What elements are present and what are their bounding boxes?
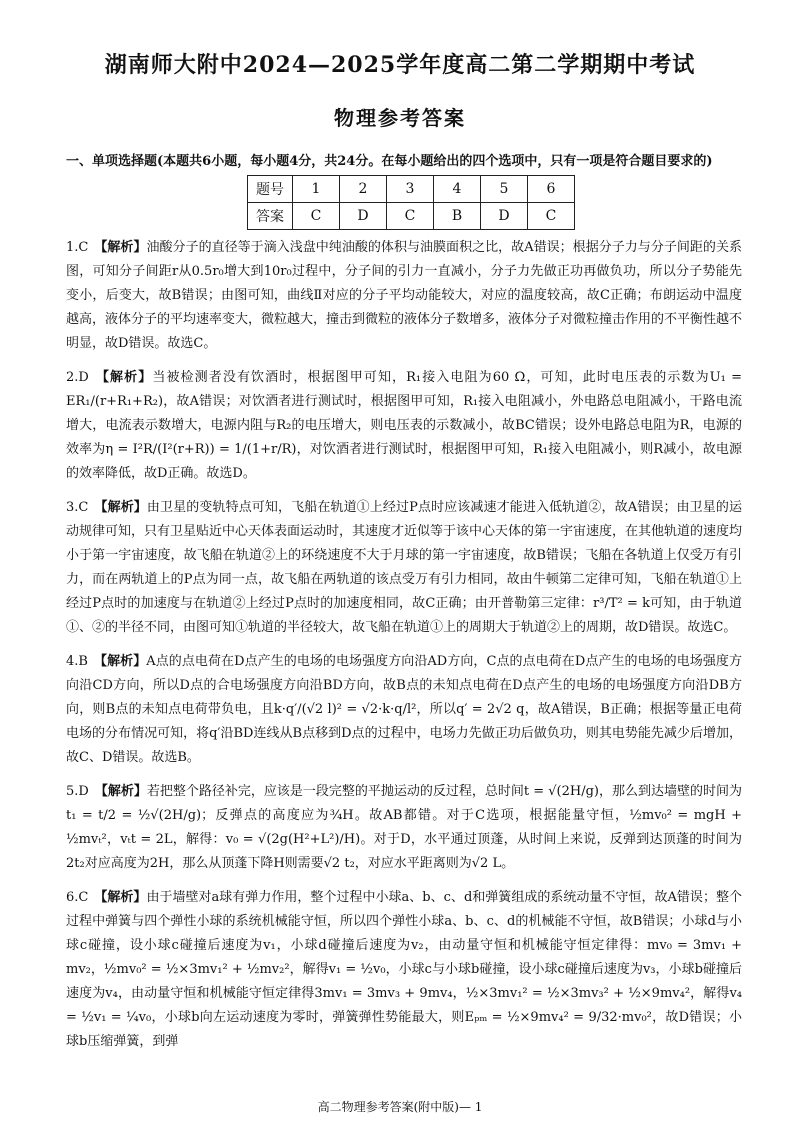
item-answer: C (78, 240, 89, 255)
answer-5: D (481, 203, 528, 230)
item-explanation: 由卫星的变轨特点可知，飞船在轨道①上经过P点时应该减速才能进入低轨道②，故A错误；由卫星的运动规律可知，只有卫星贴近中心天体表面运动时，其速度才近似等于该中心天体的第一宇宙速度，在其他轨道的速度均小于第一宇宙速度，故飞船在轨道②上的环绕速度不大于月球的第一宇宙速度，故B错误；飞船在各轨道上仅受万有引力，而在两轨道上的P点为同一点，故飞船在两轨道的该点受万有引力相同，故由牛顿第二定律可知，飞船在轨道①上经过P点时的加速度与在轨道②上经过P点时的加速度相同，故C正确；由开普勒第三定律：r³/T² = k可知，由于轨道①、②的半径不同，由图可知①轨道的半径较大，故飞船在轨道①上的周期大于轨道②上的周期，故D错误。故选C。 (66, 500, 743, 635)
item-number: 2. (66, 370, 79, 385)
section-heading: 一、单项选择题(本题共6小题，每小题4分，共24分。在每小题给出的四个选项中，只有一项是符合题目要求的) (66, 154, 713, 169)
answer-table-answer-row (248, 203, 575, 230)
item-answer: D (78, 784, 89, 799)
page-footer: 高二物理参考答案(附中版)— 1 (317, 1100, 483, 1114)
question-number-5: 5 (481, 176, 528, 203)
item-number: 6. (66, 890, 79, 905)
item-answer: D (78, 370, 89, 385)
solution-item-6 (66, 886, 742, 1054)
solution-item-3 (66, 496, 742, 640)
table-row-label-number: 题号 (248, 176, 293, 203)
question-number-1: 1 (293, 176, 340, 203)
page-title: 湖南师大附中2024—2025学年度高二第二学期期中考试 (104, 52, 696, 78)
item-explanation: 若把整个路径补完，应该是一段完整的平抛运动的反过程，总时间t = √(2H/g)，那么到达墙壁的时间为t₁ = t/2 = ½√(2H/g)；反弹点的高度应为¾H。故AB都错。对于C选项，根据能量守恒，½mv₀² = mgH + ½mvₜ²，vₜt = 2L，解得：v₀ = √(2g(H²+L²)/H)。对于D，水平通过顶蓬，从时间上来说，反弹到达顶蓬的时间为2t₂对应高度为2H，那么从顶蓬下降H则需要√2 t₂，对应水平距离则为√2 L。 (66, 784, 742, 871)
question-number-4: 4 (434, 176, 481, 203)
item-number: 4. (66, 654, 79, 669)
answer-table (247, 175, 575, 230)
solution-list (66, 236, 742, 1064)
page-subtitle: 物理参考答案 (334, 106, 466, 130)
item-answer: B (78, 654, 88, 669)
item-analysis-tag: 【解析】 (94, 500, 147, 515)
solution-item-5 (66, 780, 742, 876)
item-analysis-tag: 【解析】 (93, 654, 147, 669)
item-number: 5. (66, 784, 79, 799)
question-number-2: 2 (340, 176, 387, 203)
solution-item-2 (66, 366, 742, 486)
item-answer: C (78, 500, 89, 515)
table-row-label-answer: 答案 (248, 203, 293, 230)
solution-item-1 (66, 236, 742, 356)
question-number-3: 3 (387, 176, 434, 203)
item-number: 1. (66, 240, 79, 255)
item-analysis-tag: 【解析】 (94, 784, 147, 799)
item-number: 3. (66, 500, 79, 515)
item-explanation: 当被检测者没有饮酒时，根据图甲可知，R₁接入电阻为60 Ω，可知，此时电压表的示数为U₁ = ER₁/(r+R₁+R₂)，故A错误；对饮酒者进行测试时，根据图甲可知，R₁接入电阻减小，外电路总电阻减小，干路电流增大，电流表示数增大，电源内阻与R₂的电压增大，则电压表的示数减小，故BC错误；设外电路总电阻为R，电源的效率为η = I²R/(I²(r+R)) = 1/(1+r/R)，对饮酒者进行测试时，根据图甲可知，R₁接入电阻减小，则R减小，故电源的效率降低，故D正确。故选D。 (66, 370, 742, 481)
answer-6: C (528, 203, 575, 230)
answer-table-number-row (248, 176, 575, 203)
answer-4: B (434, 203, 481, 230)
answer-2: D (340, 203, 387, 230)
question-number-6: 6 (528, 176, 575, 203)
item-explanation: A点的点电荷在D点产生的电场的电场强度方向沿AD方向，C点的点电荷在D点产生的电场的电场强度方向沿CD方向，所以D点的合电场强度方向沿BD方向，故B点的未知点电荷在D点产生的电场的电场强度方向沿DB方向，则B点的未知点电荷带负电，且k·q′/(√2 l)² = √2·k·q/l²，所以q′ = 2√2 q，故A错误，B正确；根据等量正电荷电场的分布情况可知，将q′沿BD连线从B点移到D点的过程中，电场力先做正功后做负功，则其电势能先减少后增加，故C、D错误。故选B。 (66, 654, 742, 765)
item-explanation: 由于墙壁对a球有弹力作用，整个过程中小球a、b、c、d和弹簧组成的系统动量不守恒，故A错误；整个过程中弹簧与四个弹性小球的系统机械能守恒，所以四个弹性小球a、b、c、d的机械能不守恒，故B错误；小球d与小球c碰撞，设小球c碰撞后速度为v₁，小球d碰撞后速度为v₂，由动量守恒和机械能守恒定律得：mv₀ = 3mv₁ + mv₂，½mv₀² = ½×3mv₁² + ½mv₂²，解得v₁ = ½v₀，小球c与小球b碰撞，设小球c碰撞后速度为v₃，小球b碰撞后速度为v₄，由动量守恒和机械能守恒定律得3mv₁ = 3mv₃ + 9mv₄，½×3mv₁² = ½×3mv₃² + ½×9mv₄²，解得v₄ = ½v₁ = ¼v₀，小球b向左运动速度为零时，弹簧弹性势能最大，则Eₚₘ = ½×9mv₄² = 9/32·mv₀²，故D错误；小球b压缩弹簧，到弹 (66, 890, 742, 1049)
solution-item-4 (66, 650, 742, 770)
item-analysis-tag: 【解析】 (94, 370, 153, 385)
item-analysis-tag: 【解析】 (94, 240, 147, 255)
item-analysis-tag: 【解析】 (94, 890, 147, 905)
answer-1: C (293, 203, 340, 230)
answer-3: C (387, 203, 434, 230)
item-explanation: 油酸分子的直径等于滴入浅盘中纯油酸的体积与油膜面积之比，故A错误；根据分子力与分子间距的关系图，可知分子间距r从0.5r₀增大到10r₀过程中，分子间的引力一直减小，分子力先做正功再做负功，所以分子势能先变小，后变大，故B错误；由图可知，曲线Ⅱ对应的分子平均动能较大，对应的温度较高，故C正确；布朗运动中温度越高，液体分子的平均速率变大，微粒越大，撞击到微粒的液体分子数增多，液体分子对微粒撞击作用的不平衡性越不明显，故D错误。故选C。 (66, 240, 743, 351)
item-answer: C (78, 890, 89, 905)
